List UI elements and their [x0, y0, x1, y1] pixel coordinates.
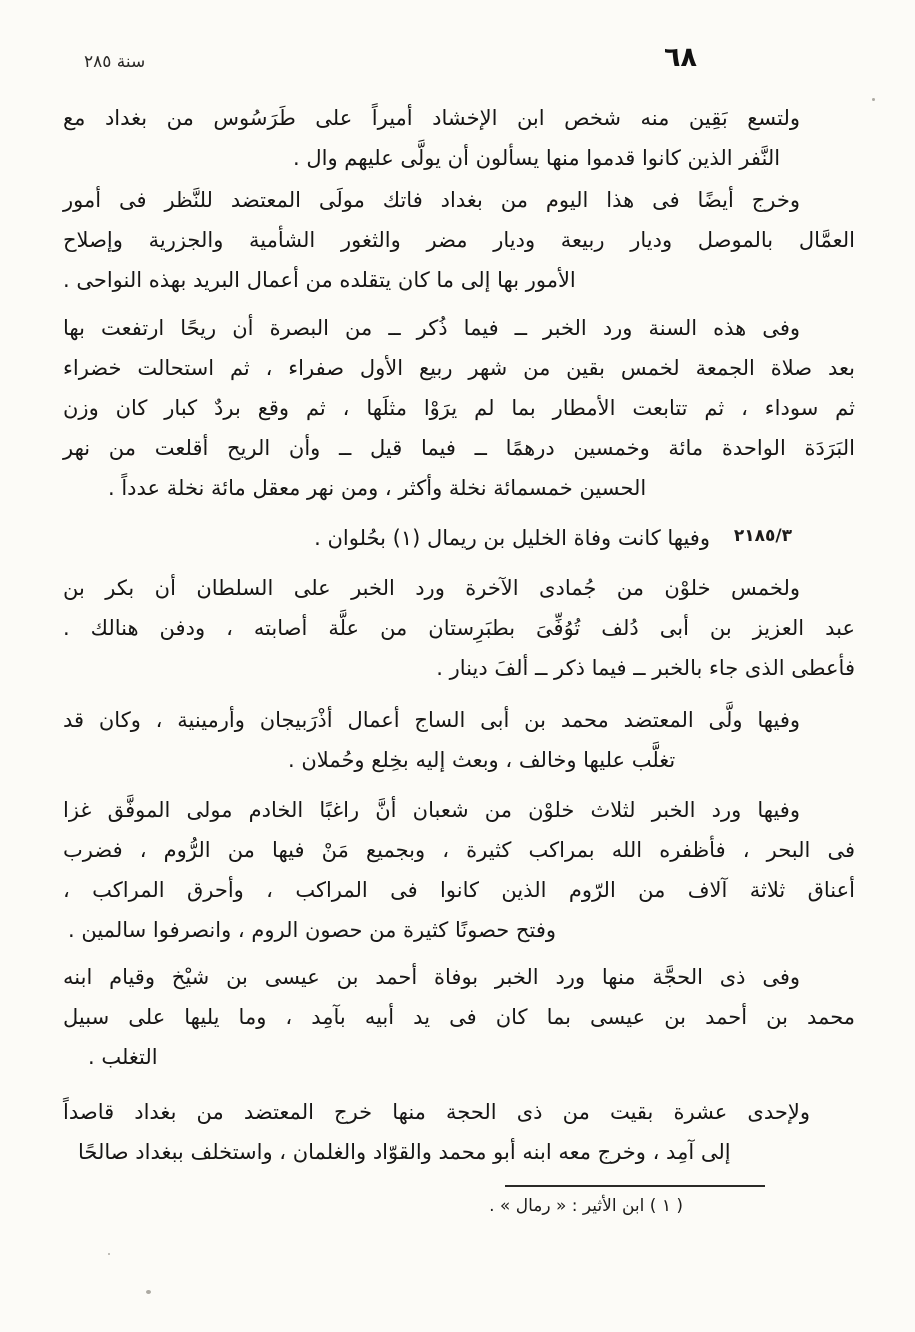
paragraph [63, 180, 855, 300]
text-line: عبد العزيز بن أبى دُلف تُوُفِّىَ بطبَرِستان من علَّة أصابته ، ودفن هنالك . [63, 616, 855, 640]
scan-speck [108, 1253, 110, 1255]
margin-reference: ٢١٨٥/٣ [733, 526, 792, 546]
paragraph [63, 790, 855, 950]
paragraph [63, 568, 855, 688]
paragraph [63, 1092, 855, 1172]
paragraph [63, 518, 855, 558]
text-line: النَّفر الذين كانوا قدموا منها يسألون أن يولَّى عليهم وال . [293, 146, 781, 170]
text-line: وفى هذه السنة ورد الخبر ــ فيما ذُكر ــ من البصرة أن ريحًا ارتفعت بها [63, 316, 800, 340]
text-line: إلى آمِد ، وخرج معه ابنه أبو محمد والقوّاد والغلمان ، واستخلف ببغداد صالحًا [78, 1140, 731, 1164]
body-text [63, 0, 855, 1332]
text-line: الحسين خمسمائة نخلة وأكثر ، ومن نهر معقل مائة نخلة عدداً . [108, 476, 647, 500]
paragraph [63, 700, 855, 780]
text-line: وفى ذى الحجَّة منها ورد الخبر بوفاة أحمد بن عيسى بن شيْخ وقيام ابنه [63, 965, 800, 989]
text-line: ثم سوداء ، ثم تتابعت الأمطار بما لم يرَوْا مثلَها ، ثم وقع بردٌ كبار كان وزن [63, 396, 855, 420]
page-number: ٦٨ [664, 42, 697, 73]
text-line: الأمور بها إلى ما كان يتقلده من أعمال البريد بهذه النواحى . [63, 268, 576, 292]
text-line: وفيها ورد الخبر لثلاث خلوْن من شعبان أنَّ راغبًا الخادم مولى الموفَّق غزا [63, 798, 800, 822]
footnote-divider [505, 1185, 765, 1187]
text-line: بعد صلاة الجمعة لخمس بقين من شهر ربيع الأول صفراء ، ثم استحالت خضراء [63, 356, 855, 380]
text-line: العمَّال بالموصل وديار ربيعة وديار مضر والثغور الشأمية والجزرية وإصلاح [63, 228, 855, 252]
text-line: ولتسع بَقِين منه شخص ابن الإخشاد أميراً على طَرَسُوس من بغداد مع [63, 106, 800, 130]
text-line: وخرج أيضًا فى هذا اليوم من بغداد فاتك مولَى المعتضد للنَّظر فى أمور [63, 188, 800, 212]
paragraph [63, 98, 855, 178]
text-line: تغلَّب عليها وخالف ، وبعث إليه بخِلع وحُملان . [288, 748, 676, 772]
text-line: وفيها كانت وفاة الخليل بن ريمال (١) بحُلوان . [314, 526, 710, 550]
year-label: سنة ٢٨٥ [84, 52, 146, 72]
text-line: أعناق ثلاثة آلاف من الرّوم الذين كانوا فى المراكب ، وأحرق المراكب ، [63, 878, 855, 902]
paragraph [63, 957, 855, 1077]
text-line: التغلب . [88, 1045, 158, 1069]
text-line: ولإحدى عشرة بقيت من ذى الحجة منها خرج المعتضد من بغداد قاصداً [63, 1100, 810, 1124]
text-line: محمد بن أحمد بن عيسى بما كان فى يد أبيه بآمِد ، وما يليها على سبيل [63, 1005, 855, 1029]
paragraph [63, 308, 855, 508]
text-line: فأعطى الذى جاء بالخبر ــ فيما ذكر ــ ألفَ دينار . [436, 656, 855, 680]
text-line: ولخمس خلوْن من جُمادى الآخرة ورد الخبر على السلطان أن بكر بن [63, 576, 800, 600]
text-line: وفيها ولَّى المعتضد محمد بن أبى الساج أعمال أذْرَبيجان وأرمينية ، وكان قد [63, 708, 800, 732]
scan-speck [146, 1290, 151, 1294]
text-line: البَرَدَة الواحدة مائة وخمسين درهمًا ــ فيما قيل ــ وأن الريح أقلعت من نهر [63, 436, 855, 460]
scan-speck [872, 98, 875, 101]
footnote: ( ١ ) ابن الأثير : « رمال » . [489, 1196, 683, 1216]
text-line: وفتح حصونًا كثيرة من حصون الروم ، وانصرفوا سالمين . [68, 918, 557, 942]
text-line: فى البحر ، فأظفره الله بمراكب كثيرة ، وبجميع مَنْ فيها من الرُّوم ، فضرب [63, 838, 855, 862]
